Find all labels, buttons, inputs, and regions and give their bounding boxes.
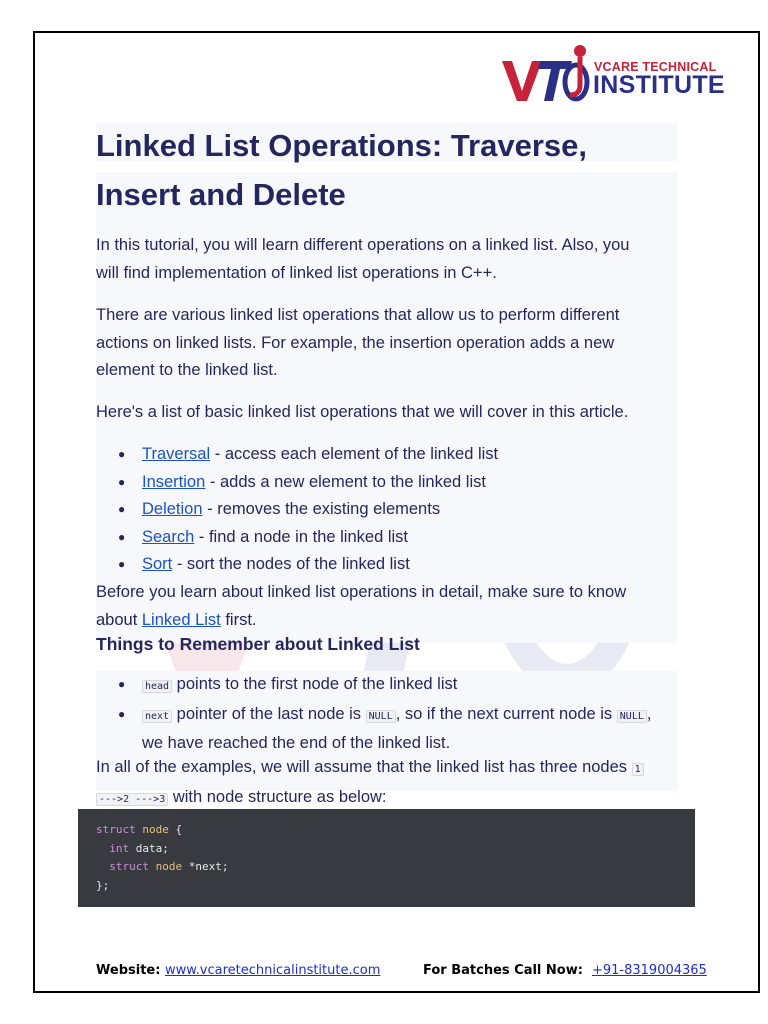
intro-paragraph [96,232,678,287]
page-title-line1: Linked List Operations: Traverse, [96,128,587,163]
section-heading: Things to Remember about Linked List [96,634,420,654]
list-item [96,551,678,579]
list-item-text: , [646,704,652,723]
examples-text: with node structure as below: [168,787,387,806]
para2-line3: element to the linked list. [96,361,278,379]
intro-line2: will find implementation of linked list operations in C++. [96,263,497,282]
list-item-text: pointer of the last node is [172,704,366,723]
before-paragraph [96,579,678,634]
bullet-icon: ● [118,502,126,516]
list-item-desc: - access each element of the linked list [210,445,499,463]
before-line2 [96,607,678,635]
before-line1: Before you learn about linked list operations in detail, make sure to know [96,583,627,601]
code-text: data; [129,841,169,855]
bullet-icon: ● [118,677,126,691]
logo-name-big: INSTITUTE [593,71,725,99]
list-item [96,524,678,552]
inline-code: NULL [617,710,647,723]
list-item [96,701,678,758]
operations-paragraph [96,302,678,385]
list-item-desc: - find a node in the linked list [194,527,408,546]
list-item-desc: - adds a new element to the linked list [205,472,486,491]
search-link[interactable]: Search [142,527,195,546]
list-item-desc: - sort the nodes of the linked list [172,555,410,573]
list-item [96,469,678,497]
bullet-icon: ● [118,474,126,489]
bullet-icon: ● [118,529,126,544]
footer-website [96,963,380,978]
sort-link[interactable]: Sort [142,555,173,573]
vcare-logo [500,39,728,105]
inline-code: --->2 --->3 [96,793,168,806]
page-title-line2: Insert and Delete [96,177,346,212]
deletion-link[interactable]: Deletion [142,500,203,518]
para2-line1: There are various linked list operations that allow us to perform different [96,306,620,324]
code-type: node [135,823,169,836]
before-line2-pre: about [96,610,142,629]
inline-code: 1 [632,763,644,776]
code-line [96,821,677,840]
code-line [96,858,677,877]
document-page [33,31,760,993]
list-item [96,671,678,701]
insertion-link[interactable]: Insertion [142,472,206,491]
list-item [96,441,678,469]
footer-call-label: For Batches Call Now: [423,963,592,978]
code-line [96,840,677,859]
intro-line1: In this tutorial, you will learn different operations on a linked list. Also, you [96,236,630,254]
bullet-icon: ● [118,706,126,721]
para2-line2: actions on linked lists. For example, the insertion operation adds a new [96,333,615,352]
phone-link[interactable]: +91-8319004365 [591,963,707,978]
code-type: node [148,860,183,873]
operations-list [96,441,678,579]
bullet-icon: ● [118,557,126,571]
list-item [96,496,678,524]
examples-paragraph [96,754,678,813]
footer-phone [423,963,707,978]
code-line: }; [96,878,110,892]
examples-line1 [96,754,678,784]
inline-code: next [142,710,172,723]
logo-name-small: VCARE TECHNICAL [594,60,717,74]
list-item-desc: - removes the existing elements [202,500,441,518]
inline-code: NULL [366,710,396,723]
list-intro-paragraph: Here's a list of basic linked list operations that we will cover in this article. [96,403,629,421]
website-link[interactable]: www.vcaretechnicalinstitute.com [164,963,381,978]
code-block [78,809,695,907]
inline-code: head [142,680,172,693]
bullet-icon: ● [118,447,126,461]
list-item-text: points to the first node of the linked list [172,675,458,693]
remember-list [96,671,678,758]
code-keyword: struct [96,823,136,836]
before-line2-post: first. [220,610,257,629]
examples-text: In all of the examples, we will assume that the linked list has three nodes [96,758,632,776]
code-text: { [168,823,183,836]
code-keyword: struct [96,860,149,873]
footer-website-label: Website: [96,963,165,978]
code-keyword: int [96,841,130,855]
list-item-text: we have reached the end of the linked list. [142,734,451,752]
traversal-link[interactable]: Traversal [142,445,211,463]
linked-list-link[interactable]: Linked List [141,610,221,629]
page-title [96,121,678,219]
list-item-text: , so if the next current node is [395,704,617,723]
code-text: *next; [182,860,229,873]
vt-logo-mark [500,39,592,105]
